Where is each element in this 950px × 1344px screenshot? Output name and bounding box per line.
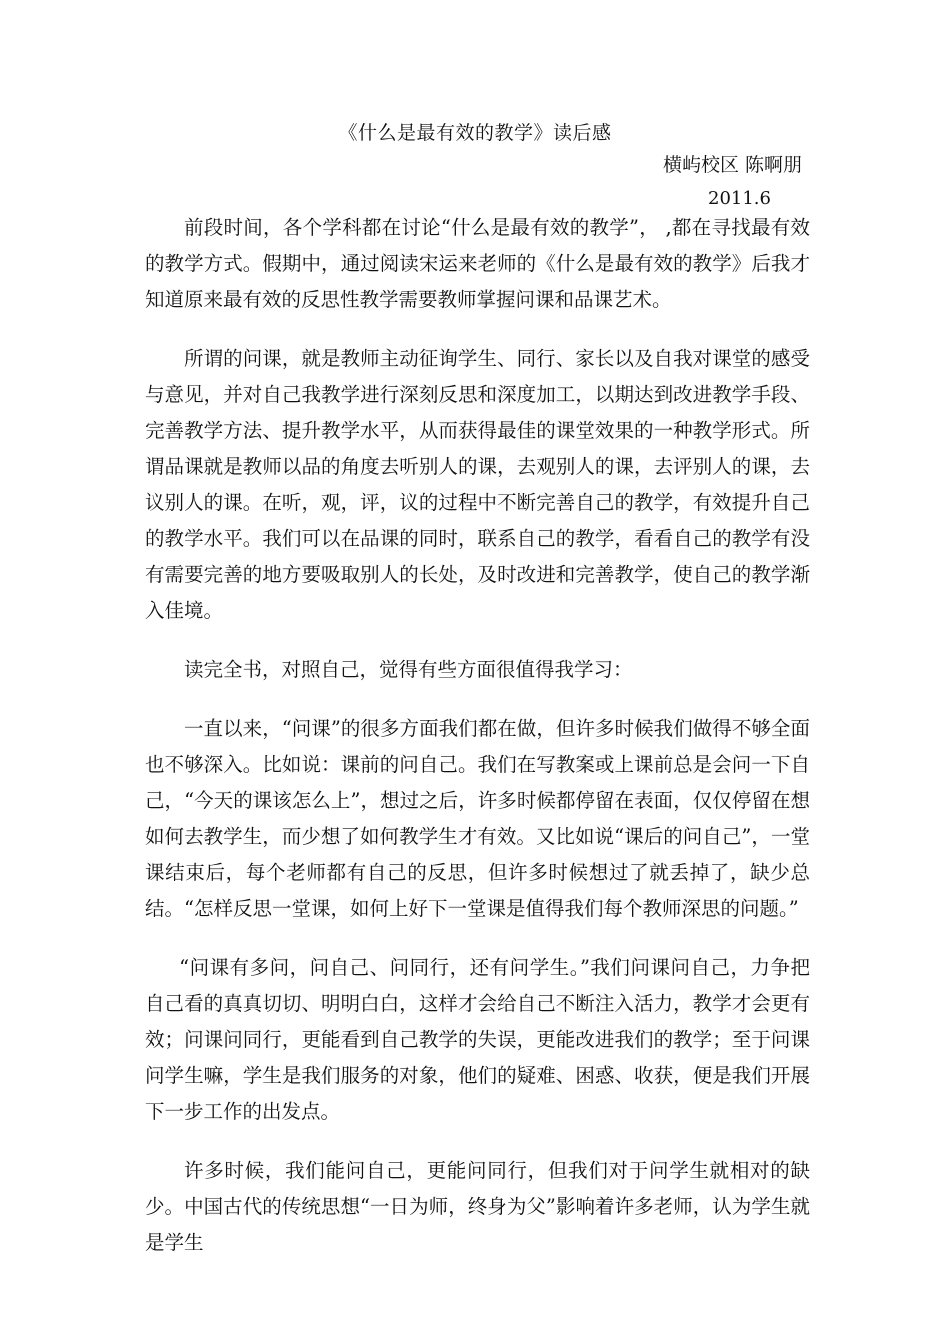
paragraph-6: 许多时候，我们能问自己，更能问同行，但我们对于问学生就相对的缺少。中国古代的传统思想“一日为师，终身为父”影响着许多老师，认为学生就是学生: [145, 1159, 810, 1254]
paragraph-2: 所谓的问课，就是教师主动征询学生、同行、家长以及自我对课堂的感受与意见，并对自己我教学进行深刻反思和深度加工，以期达到改进教学手段、完善教学方法、提升教学水平，从而获得最佳的课堂效果的一种教学形式。所谓品课就是教师以品的角度去听别人的课，去观别人的课，去评别人的课，去议别人的课。在听，观，评，议的过程中不断完善自己的教学，有效提升自己的教学水平。我们可以在品课的同时，联系自己的教学，看看自己的教学有没有需要完善的地方要吸取别人的长处，及时改进和完善教学，使自己的教学渐入佳境。: [145, 347, 810, 622]
paragraph-3: 读完全书，对照自己，觉得有些方面很值得我学习：: [184, 658, 633, 681]
document-title: 《什么是最有效的教学》读后感: [338, 122, 612, 144]
paragraph-5: “问课有多问，问自己、问同行，还有问学生。”我们问课问自己，力争把自己看的真真切切、明明白白，这样才会给自己不断注入活力，教学才会更有效；问课问同行，更能看到自己教学的失误，更能改进我们的教学；至于问课问学生嘛，学生是我们服务的对象，他们的疑难、困惑、收获，便是我们开展下一步工作的出发点。: [145, 956, 810, 1123]
document-body: [145, 210, 810, 1284]
paragraph-4: 一直以来，“问课”的很多方面我们都在做，但许多时候我们做得不够全面也不够深入。比如说：课前的问自己。我们在写教案或上课前总是会问一下自己，“今天的课该怎么上”，想过之后，许多时候都停留在表面，仅仅停留在想如何去教学生，而少想了如何教学生才有效。又比如说“课后的问自己”，一堂课结束后，每个老师都有自己的反思，但许多时候想过了就丢掉了，缺少总结。“怎样反思一堂课，如何上好下一堂课是值得我们每个教师深思的问题。”: [145, 717, 810, 920]
paragraph-1: 前段时间，各个学科都在讨论“什么是最有效的教学”， ,都在寻找最有效的教学方式。假期中，通过阅读宋运来老师的《什么是最有效的教学》后我才知道原来最有效的反思性教学需要教师掌握问课和品课艺术。: [145, 216, 810, 311]
author-line: 横屿校区 陈啊朋: [662, 154, 802, 176]
date-line: 2011.6: [708, 188, 771, 209]
